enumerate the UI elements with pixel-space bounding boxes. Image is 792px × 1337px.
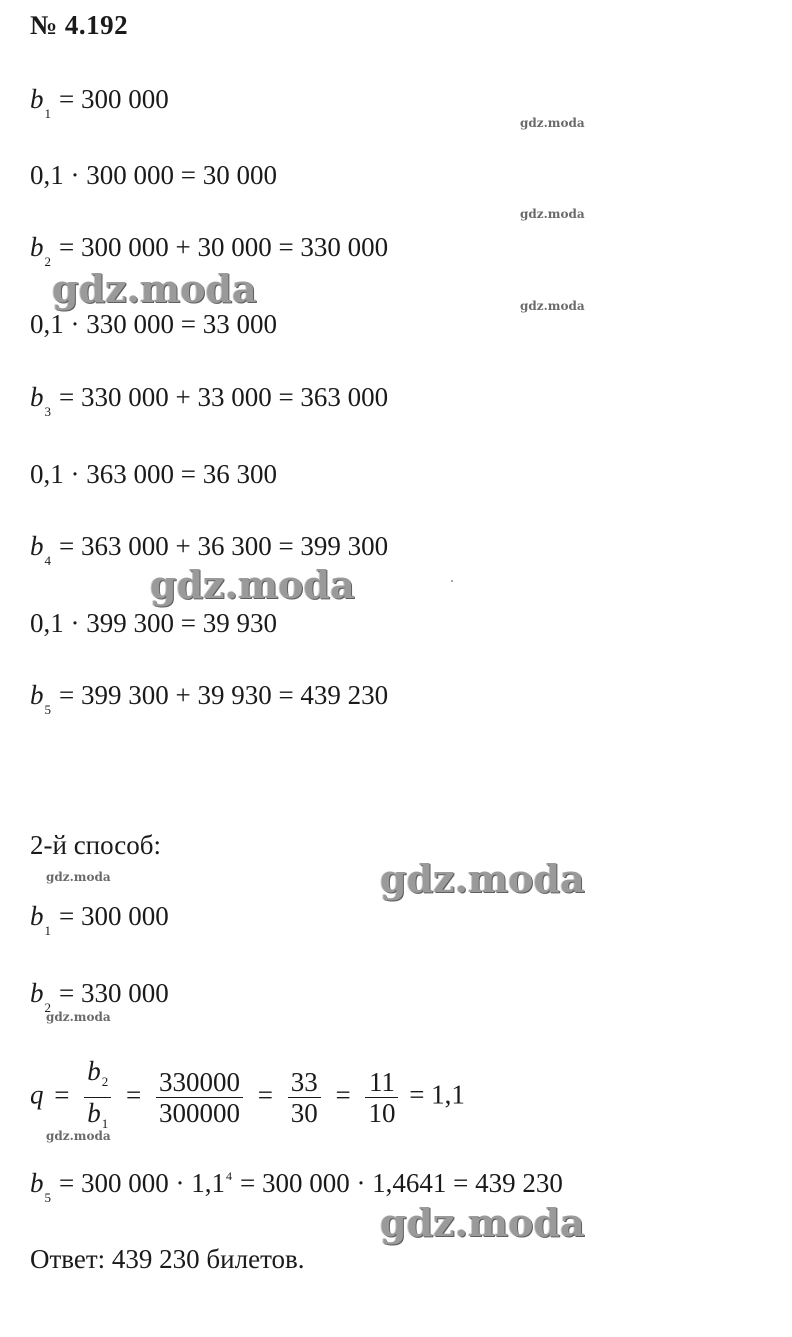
problem-title: № 4.192	[30, 10, 129, 40]
var-b: b	[30, 680, 44, 710]
m1-step4-line: 0,1 · 399 300 = 39 930	[30, 608, 277, 638]
var-b: b	[87, 1056, 101, 1086]
subscript: 1	[44, 106, 51, 121]
watermark-small: gdz.moda	[46, 1010, 111, 1024]
m1-step3-line: 0,1 · 363 000 = 36 300	[30, 459, 277, 489]
watermark-small: gdz.moda	[520, 116, 585, 130]
subscript: 5	[44, 1190, 51, 1205]
var-b: b	[30, 978, 44, 1008]
watermark-small: gdz.moda	[46, 1129, 111, 1143]
expression: = 300 000 + 30 000 = 330 000	[59, 232, 389, 262]
exponent: 4	[225, 1169, 232, 1183]
watermark-small: gdz.moda	[46, 870, 111, 884]
var-b: b	[30, 84, 44, 114]
expression: = 300 000	[59, 84, 169, 114]
fraction-33-over-30	[288, 1067, 321, 1128]
denominator: 30	[288, 1097, 321, 1128]
var-b: b	[30, 901, 44, 931]
expression: = 330 000	[59, 978, 169, 1008]
var-b: b	[30, 382, 44, 412]
watermark-large: gdz.moda	[52, 266, 257, 311]
m1-b1-line	[30, 84, 169, 122]
subscript: 2	[44, 254, 51, 269]
equals-sign: =	[257, 1079, 273, 1110]
var-q: q	[30, 1079, 44, 1110]
m1-b5-line	[30, 680, 388, 718]
subscript: 3	[44, 404, 51, 419]
subscript: 1	[44, 923, 51, 938]
m1-b3-line	[30, 382, 388, 420]
var-b: b	[30, 232, 44, 262]
subscript: 2	[101, 1074, 109, 1089]
numerator: 11	[368, 1067, 395, 1097]
answer-line: Ответ: 439 230 билетов.	[30, 1244, 305, 1274]
watermark-small: gdz.moda	[520, 299, 585, 313]
equals-sign: =	[125, 1079, 142, 1110]
subscript: 2	[44, 1000, 51, 1015]
expression: = 363 000 + 36 300 = 399 300	[59, 531, 389, 561]
m1-b2-line	[30, 232, 388, 270]
var-b: b	[30, 1168, 44, 1198]
expression-part2: = 300 000 · 1,4641 = 439 230	[239, 1168, 563, 1198]
var-b: b	[87, 1098, 101, 1128]
expression-part1: = 300 000 · 1,1	[59, 1168, 225, 1198]
watermark-large: gdz.moda	[380, 1200, 585, 1245]
fraction-b2-over-b1	[84, 1056, 111, 1139]
q-result: = 1,1	[409, 1079, 465, 1110]
watermark-large: gdz.moda	[150, 562, 355, 607]
numerator: 330000	[158, 1067, 240, 1097]
subscript: 1	[101, 1116, 109, 1131]
fraction-11-over-10	[365, 1067, 398, 1128]
numerator: 33	[290, 1067, 318, 1097]
denominator: 10	[365, 1097, 398, 1128]
var-b: b	[30, 531, 44, 561]
m2-b1-line	[30, 901, 169, 939]
method2-heading: 2-й способ:	[30, 830, 162, 860]
subscript: 5	[44, 702, 51, 717]
stray-dot	[451, 580, 453, 582]
expression: = 300 000	[59, 901, 169, 931]
expression: = 399 300 + 39 930 = 439 230	[59, 680, 389, 710]
watermark-small: gdz.moda	[520, 207, 585, 221]
m1-step2-line: 0,1 · 330 000 = 33 000	[30, 309, 277, 339]
equals-sign: =	[335, 1079, 351, 1110]
m2-q-line	[30, 1056, 465, 1139]
denominator: 300000	[156, 1097, 243, 1128]
watermark-large: gdz.moda	[380, 856, 585, 901]
subscript: 4	[44, 553, 51, 568]
expression: = 330 000 + 33 000 = 363 000	[59, 382, 389, 412]
equals-sign: =	[54, 1079, 70, 1110]
m1-step1-line: 0,1 · 300 000 = 30 000	[30, 160, 277, 190]
fraction-330000-over-300000	[156, 1067, 243, 1128]
